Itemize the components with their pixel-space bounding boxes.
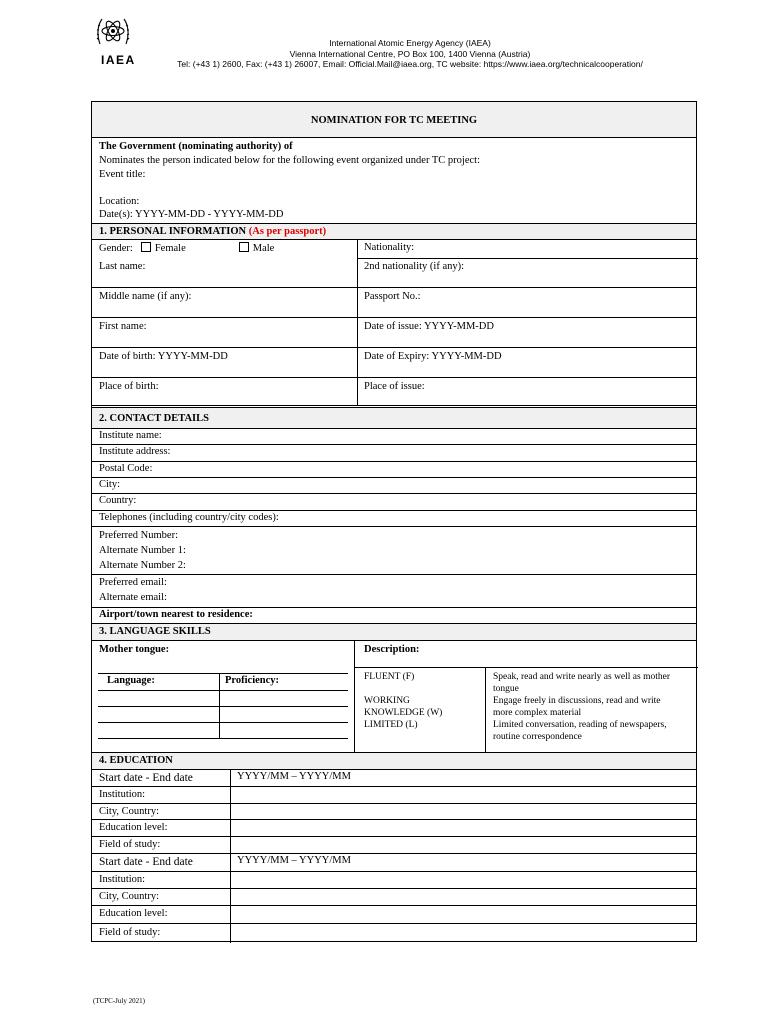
level-working: WORKING [364,696,410,706]
institute-name-field: Institute name: [99,430,162,441]
edu-dates-label: Start date - End date [99,772,193,784]
city-field: City: [99,479,121,490]
edu-city-country-row[interactable] [92,804,696,820]
airport-row[interactable] [92,608,696,624]
middle-name-field[interactable]: Middle name (if any): [99,291,192,302]
language-column-header: Language: [107,675,155,686]
org-name: International Atomic Energy Agency (IAEA) [329,38,491,48]
org-address: Vienna International Centre, PO Box 100, 1400 Vienna (Austria) [289,48,531,59]
male-checkbox[interactable] [239,242,249,252]
form-title: NOMINATION FOR TC MEETING [310,115,478,126]
second-nationality-field[interactable]: 2nd nationality (if any): [364,261,465,272]
edu-institution-label: Institution: [99,789,146,800]
gender-lastname-row [92,240,696,288]
date-of-issue-field[interactable]: Date of issue: YYYY-MM-DD [364,321,494,332]
airport-field: Airport/town nearest to residence: [99,609,253,620]
country-field: Country: [99,495,137,506]
desc-limited-2: routine correspondence [493,732,582,742]
edu-city-country-label: City, Country: [99,806,159,817]
gender-label: Gender: [99,243,133,254]
desc-working-2: more complex material [493,708,582,718]
alternate-number-2-field: Alternate Number 2: [99,560,186,571]
description-label: Description: [364,644,420,655]
mother-tongue-label[interactable]: Mother tongue: [99,644,170,655]
passport-note: (As per passport) [248,226,327,237]
education-heading: 4. EDUCATION [99,755,173,766]
female-label: Female [154,243,186,254]
postal-code-field: Postal Code: [99,463,153,474]
telephones-label: Telephones (including country/city codes): [99,512,279,523]
edu-institution-row[interactable] [92,787,696,804]
date-of-expiry-field[interactable]: Date of Expiry: YYYY-MM-DD [364,351,502,362]
preferred-number-field: Preferred Number: [99,530,179,541]
institute-address-field: Institute address: [99,446,171,457]
telephones-row [92,511,696,527]
language-entry-row[interactable] [98,690,348,706]
org-info [150,38,670,70]
first-name-row [92,318,696,348]
last-name-field[interactable]: Last name: [99,261,146,272]
edu-field-row[interactable] [92,924,696,943]
desc-limited-1: Limited conversation, reading of newspapers, [493,720,667,730]
nominates-text: Nominates the person indicated below for the following event organized under TC project: [99,155,481,166]
government-label: The Government (nominating authority) of [99,141,293,152]
phone-numbers-row[interactable] [92,527,696,575]
org-contact: Tel: (+43 1) 2600, Fax: (+43 1) 26007, Email: Official.Mail@iaea.org, TC website: https://www.iaea.org/technicalcooperation/ [177,59,643,69]
edu-city-country-label: City, Country: [99,891,159,902]
personal-info-heading: 1. PERSONAL INFORMATION [99,226,247,237]
dob-row [92,348,696,378]
edu-field-label: Field of study: [99,927,161,938]
form-version-footer: (TCPC-July 2021) [93,997,145,1005]
level-knowledge: KNOWLEDGE (W) [364,708,443,718]
iaea-logo-icon [96,14,130,52]
language-heading: 3. LANGUAGE SKILLS [99,626,211,637]
place-of-birth-row [92,378,696,408]
nomination-form [91,101,697,942]
language-block [92,641,696,753]
alternate-number-1-field: Alternate Number 1: [99,545,186,556]
edu-field-label: Field of study: [99,839,161,850]
proficiency-column-header: Proficiency: [225,675,280,686]
edu-level-row[interactable] [92,820,696,837]
form-title-row [92,102,696,138]
nationality-field[interactable]: Nationality: [364,242,415,253]
edu-city-country-row[interactable] [92,889,696,906]
edu-dates-value: YYYY/MM – YYYY/MM [237,771,351,782]
place-of-birth-field[interactable]: Place of birth: [99,381,159,392]
passport-no-field[interactable]: Passport No.: [364,291,421,302]
location-label: Location: [99,196,140,207]
logo-wordmark: IAEA [101,53,136,67]
education-heading-row [92,753,696,770]
edu-institution-label: Institution: [99,874,146,885]
edu-dates-value: YYYY/MM – YYYY/MM [237,855,351,866]
language-heading-row [92,624,696,641]
intro-section[interactable] [92,138,696,224]
edu-level-label: Education level: [99,908,168,919]
desc-fluent-1: Speak, read and write nearly as well as mother [493,672,671,682]
first-name-field[interactable]: First name: [99,321,147,332]
language-entry-row[interactable] [98,722,348,738]
desc-fluent-2: tongue [493,684,519,694]
contact-heading: 2. CONTACT DETAILS [99,413,209,424]
edu-dates-label: Start date - End date [99,856,193,868]
institute-name-row[interactable] [92,429,696,445]
place-of-issue-field[interactable]: Place of issue: [364,381,425,392]
dates-label: Date(s): YYYY-MM-DD - YYYY-MM-DD [99,209,284,220]
edu-dates-row[interactable] [92,854,696,872]
edu-dates-row[interactable] [92,770,696,787]
language-entry-row[interactable] [98,706,348,722]
level-fluent: FLUENT (F) [364,672,415,682]
middle-name-row [92,288,696,318]
contact-heading-row [92,408,696,429]
female-checkbox[interactable] [141,242,151,252]
level-limited: LIMITED (L) [364,720,418,730]
desc-working-1: Engage freely in discussions, read and write [493,696,661,706]
letterhead [0,0,770,80]
email-row[interactable] [92,575,696,608]
city-row[interactable] [92,478,696,494]
edu-field-row[interactable] [92,837,696,854]
edu-level-row[interactable] [92,906,696,924]
edu-level-label: Education level: [99,822,168,833]
personal-info-heading-row [92,224,696,240]
alternate-email-field: Alternate email: [99,592,167,603]
postal-code-row[interactable] [92,462,696,478]
country-row[interactable] [92,494,696,511]
date-of-birth-field[interactable]: Date of birth: YYYY-MM-DD [99,351,228,362]
male-label: Male [252,243,275,254]
preferred-email-field: Preferred email: [99,577,167,588]
gender-field [99,242,274,254]
edu-institution-row[interactable] [92,872,696,889]
institute-address-row[interactable] [92,445,696,462]
event-title-label: Event title: [99,169,146,180]
